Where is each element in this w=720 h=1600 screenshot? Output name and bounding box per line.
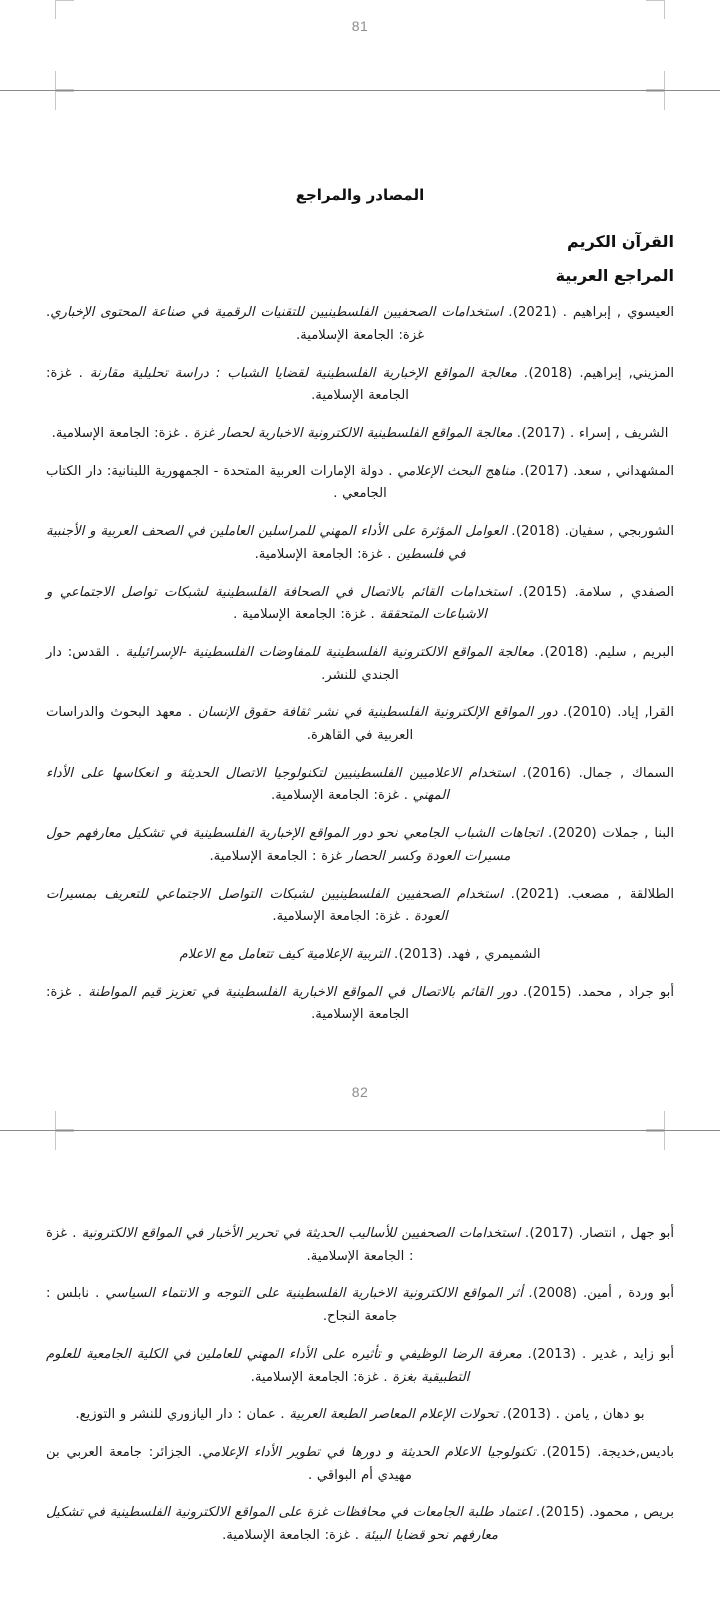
reference-author: البنا , جملات — [596, 826, 674, 842]
reference-publisher: . عمان : دار اليازوري للنشر و التوزيع. — [75, 1407, 290, 1423]
reference-author: الصفدي , سلامة. — [566, 584, 674, 600]
reference-title: . تحولات الإعلام المعاصر الطبعة العربية — [289, 1407, 508, 1423]
reference-year: (2015) — [546, 1444, 591, 1460]
heading-quran: القرآن الكريم — [567, 232, 674, 251]
reference-publisher: . دولة الإمارات العربية المتحدة - الجمهورية اللبنانية: دار الكتاب الجامعي . — [46, 463, 398, 502]
page-number-82: 82 — [351, 1084, 369, 1101]
reference-author: المشهداني , سعد. — [568, 463, 675, 479]
reference-year: (2017) — [521, 426, 566, 441]
reference-title: . استخدام الصحفيين الفلسطينيين لشبكات التواصل الاجتماعي للتعريف بمسيرات العودة — [46, 886, 516, 925]
reference-publisher: . غزة : الجامعة الإسلامية. — [46, 1226, 414, 1264]
reference-author: أبو وردة , أمين. — [576, 1286, 674, 1302]
reference-title: . استخدامات الصحفيين الفلسطينيين للتقنيات الرقمية في صناعة المحتوى الإخباري — [50, 305, 513, 321]
reference-year: (2015) — [540, 1505, 585, 1521]
page-title: المصادر والمراجع — [295, 186, 425, 204]
page-bottom-spacer — [0, 1100, 720, 1130]
reference-title: . دور القائم بالاتصال في المواقع الاخبارية الفلسطينية في تعزيز قيم المواطنة — [88, 984, 528, 1000]
reference-entry — [46, 944, 674, 967]
reference-publisher: . الجزائر: جامعة العربي بن مهيدي أم البواقي . — [46, 1444, 412, 1483]
reference-list-82 — [46, 1223, 674, 1548]
reference-title: . العوامل المؤثرة على الأداء المهني للمراسلين العاملين في الصحف العربية و الأجنبية في فلسطين — [46, 524, 516, 562]
reference-author: الشوربجي , سفيان. — [559, 524, 674, 540]
reference-title: . تكنولوجيا الاعلام الحديثة و دورها في تطوير الأداء الإعلامي — [202, 1444, 547, 1460]
reference-publisher: . غزة: الجامعة الإسلامية. — [272, 909, 414, 925]
reference-publisher: . معهد البحوث والدراسات العربية في القاهرة. — [46, 705, 414, 744]
reference-year: (2016) — [526, 765, 571, 781]
reference-year: (2013) — [507, 1407, 551, 1423]
reference-title: . معالجة المواقع الالكترونية الفلسطينية للمفاوضات الفلسطينية -الإسرائيلية — [125, 644, 545, 660]
reference-entry — [46, 461, 674, 506]
reference-entry — [46, 423, 674, 446]
reference-entry — [46, 642, 674, 687]
reference-publisher: غزة : الجامعة الإسلامية. — [209, 848, 347, 864]
references-body-81 — [0, 183, 720, 1027]
content-top-spacer — [0, 91, 720, 183]
reference-year: (2015) — [523, 584, 567, 600]
reference-author: بو دهان , يامن . — [550, 1407, 645, 1423]
reference-entry — [46, 1344, 674, 1389]
reference-entry — [46, 363, 674, 408]
reference-year: (2013) — [532, 1346, 577, 1362]
reference-title: . معرفة الرضا الوظيفي و تأثيره على الأداء المهني للعاملين في الكلية الجامعية للعلوم التطبيقية بغزة — [46, 1346, 533, 1385]
reference-author: الشميمري , فهد. — [442, 946, 541, 962]
reference-title: . مناهج البحث الإعلامي — [397, 463, 525, 479]
reference-entry — [46, 1404, 674, 1427]
top-margin — [0, 0, 720, 18]
page-82-content — [0, 1131, 720, 1548]
reference-publisher: . غزة: الجامعة الإسلامية. — [46, 365, 409, 404]
reference-publisher: . غزة: الجامعة الإسلامية. — [46, 984, 409, 1023]
reference-publisher: . غزة: الجامعة الإسلامية. — [250, 1369, 393, 1385]
reference-entry — [46, 582, 674, 627]
content-top-spacer — [0, 1131, 720, 1223]
reference-year: (2013) — [398, 946, 443, 962]
reference-year: (2018) — [515, 524, 560, 540]
reference-author: بريص , محمود. — [584, 1505, 674, 1521]
reference-year: (2010) — [567, 705, 612, 721]
reference-author: الطلالقة , مصعب. — [559, 886, 674, 902]
reference-title: . استخدام الاعلاميين الفلسطينيين لتكنولوجيا الاتصال الحديثة و انعكاسها على الأداء المهني — [46, 765, 527, 804]
reference-author: الشريف , إسراء . — [565, 426, 669, 441]
reference-author: البريم , سليم. — [588, 644, 674, 660]
reference-title: . أثر المواقع الالكترونية الاخبارية الفلسطينية على التوجه و الانتماء السياسي — [105, 1286, 534, 1302]
reference-publisher: . غزة: الجامعة الإسلامية. — [254, 546, 397, 562]
reference-publisher: . القدس: دار الجندي للنشر. — [46, 644, 399, 683]
reference-year: (2021) — [515, 886, 560, 902]
reference-year: (2021) — [512, 305, 557, 321]
reference-author: أبو زايد , غدير . — [576, 1346, 674, 1362]
reference-publisher: . غزة: الجامعة الإسلامية . — [233, 607, 380, 623]
reference-entry — [46, 702, 674, 747]
reference-entry — [46, 1283, 674, 1328]
footer-spacer — [0, 1042, 720, 1084]
reference-author: أبو جراد , محمد. — [571, 984, 675, 1000]
reference-year: (2017) — [529, 1226, 574, 1242]
reference-title: . اتجاهات الشباب الجامعي نحو دور المواقع الإخبارية الفلسطينية في تشكيل معارفهم حول مسيرات العودة وكسر الحصار — [46, 826, 553, 864]
reference-author: العيسوي , إبراهيم . — [556, 305, 674, 321]
reference-entry — [46, 1223, 674, 1268]
reference-list-81 — [46, 302, 674, 1027]
reference-title: . استخدامات القائم بالاتصال في الصحافة الفلسطينية لشبكات تواصل الاجتماعي و الاشباعات المتحققة — [46, 584, 524, 623]
reference-publisher: . غزة: الجامعة الإسلامية. — [46, 305, 425, 343]
reference-entry — [46, 521, 674, 566]
reference-year: (2015) — [527, 984, 572, 1000]
reference-publisher: . غزة: الجامعة الإسلامية. — [51, 426, 194, 441]
reference-title: . دور المواقع الإلكترونية الفلسطينية في نشر ثقافة حقوق الإنسان — [197, 705, 568, 721]
page-number-81: 81 — [351, 18, 369, 34]
reference-publisher: . غزة: الجامعة الإسلامية. — [271, 788, 413, 804]
header-spacer — [0, 34, 720, 90]
reference-title: . التربية الإعلامية كيف تتعامل مع الاعلام — [179, 946, 399, 962]
reference-year: (2020) — [552, 826, 597, 842]
heading-arabic-references: المراجع العربية — [555, 265, 674, 285]
reference-year: (2018) — [544, 644, 589, 660]
reference-publisher: . نابلس : جامعة النجاح. — [46, 1286, 398, 1325]
reference-year: (2008) — [533, 1286, 577, 1302]
reference-entry — [46, 884, 674, 929]
reference-title: . معالجة المواقع الإخبارية الفلسطينية لقضايا الشباب : دراسة تحليلية مقارنة — [89, 365, 529, 381]
references-body-82 — [0, 1223, 720, 1548]
reference-author: أبو جهل , انتصار. — [573, 1226, 674, 1242]
reference-author: السماك , جمال. — [570, 765, 675, 781]
page-81-content — [0, 91, 720, 1130]
page-81 — [0, 0, 720, 90]
reference-title: . استخدامات الصحفيين للأساليب الحديثة في تحرير الأخبار في المواقع الالكترونية — [81, 1226, 530, 1242]
reference-entry — [46, 763, 674, 808]
reference-year: (2017) — [524, 463, 569, 479]
reference-entry — [46, 1502, 674, 1547]
reference-author: باديس,خديجة. — [590, 1444, 675, 1460]
reference-year: (2018) — [528, 365, 573, 381]
reference-author: المزيني, إبراهيم. — [572, 365, 674, 381]
reference-entry — [46, 1442, 674, 1487]
reference-author: القرا, إياد. — [611, 705, 674, 721]
reference-title: . معالجة المواقع الفلسطينية الالكترونية الاخبارية لحصار غزة — [193, 426, 522, 441]
reference-title: . اعتماد طلبة الجامعات في محافظات غزة على المواقع الالكترونية الفلسطينية في تشكيل معارفهم نحو قضايا البيئة — [46, 1505, 541, 1544]
reference-entry — [46, 823, 674, 868]
reference-entry — [46, 302, 674, 347]
reference-entry — [46, 982, 674, 1027]
reference-publisher: . غزة: الجامعة الإسلامية. — [222, 1528, 364, 1544]
